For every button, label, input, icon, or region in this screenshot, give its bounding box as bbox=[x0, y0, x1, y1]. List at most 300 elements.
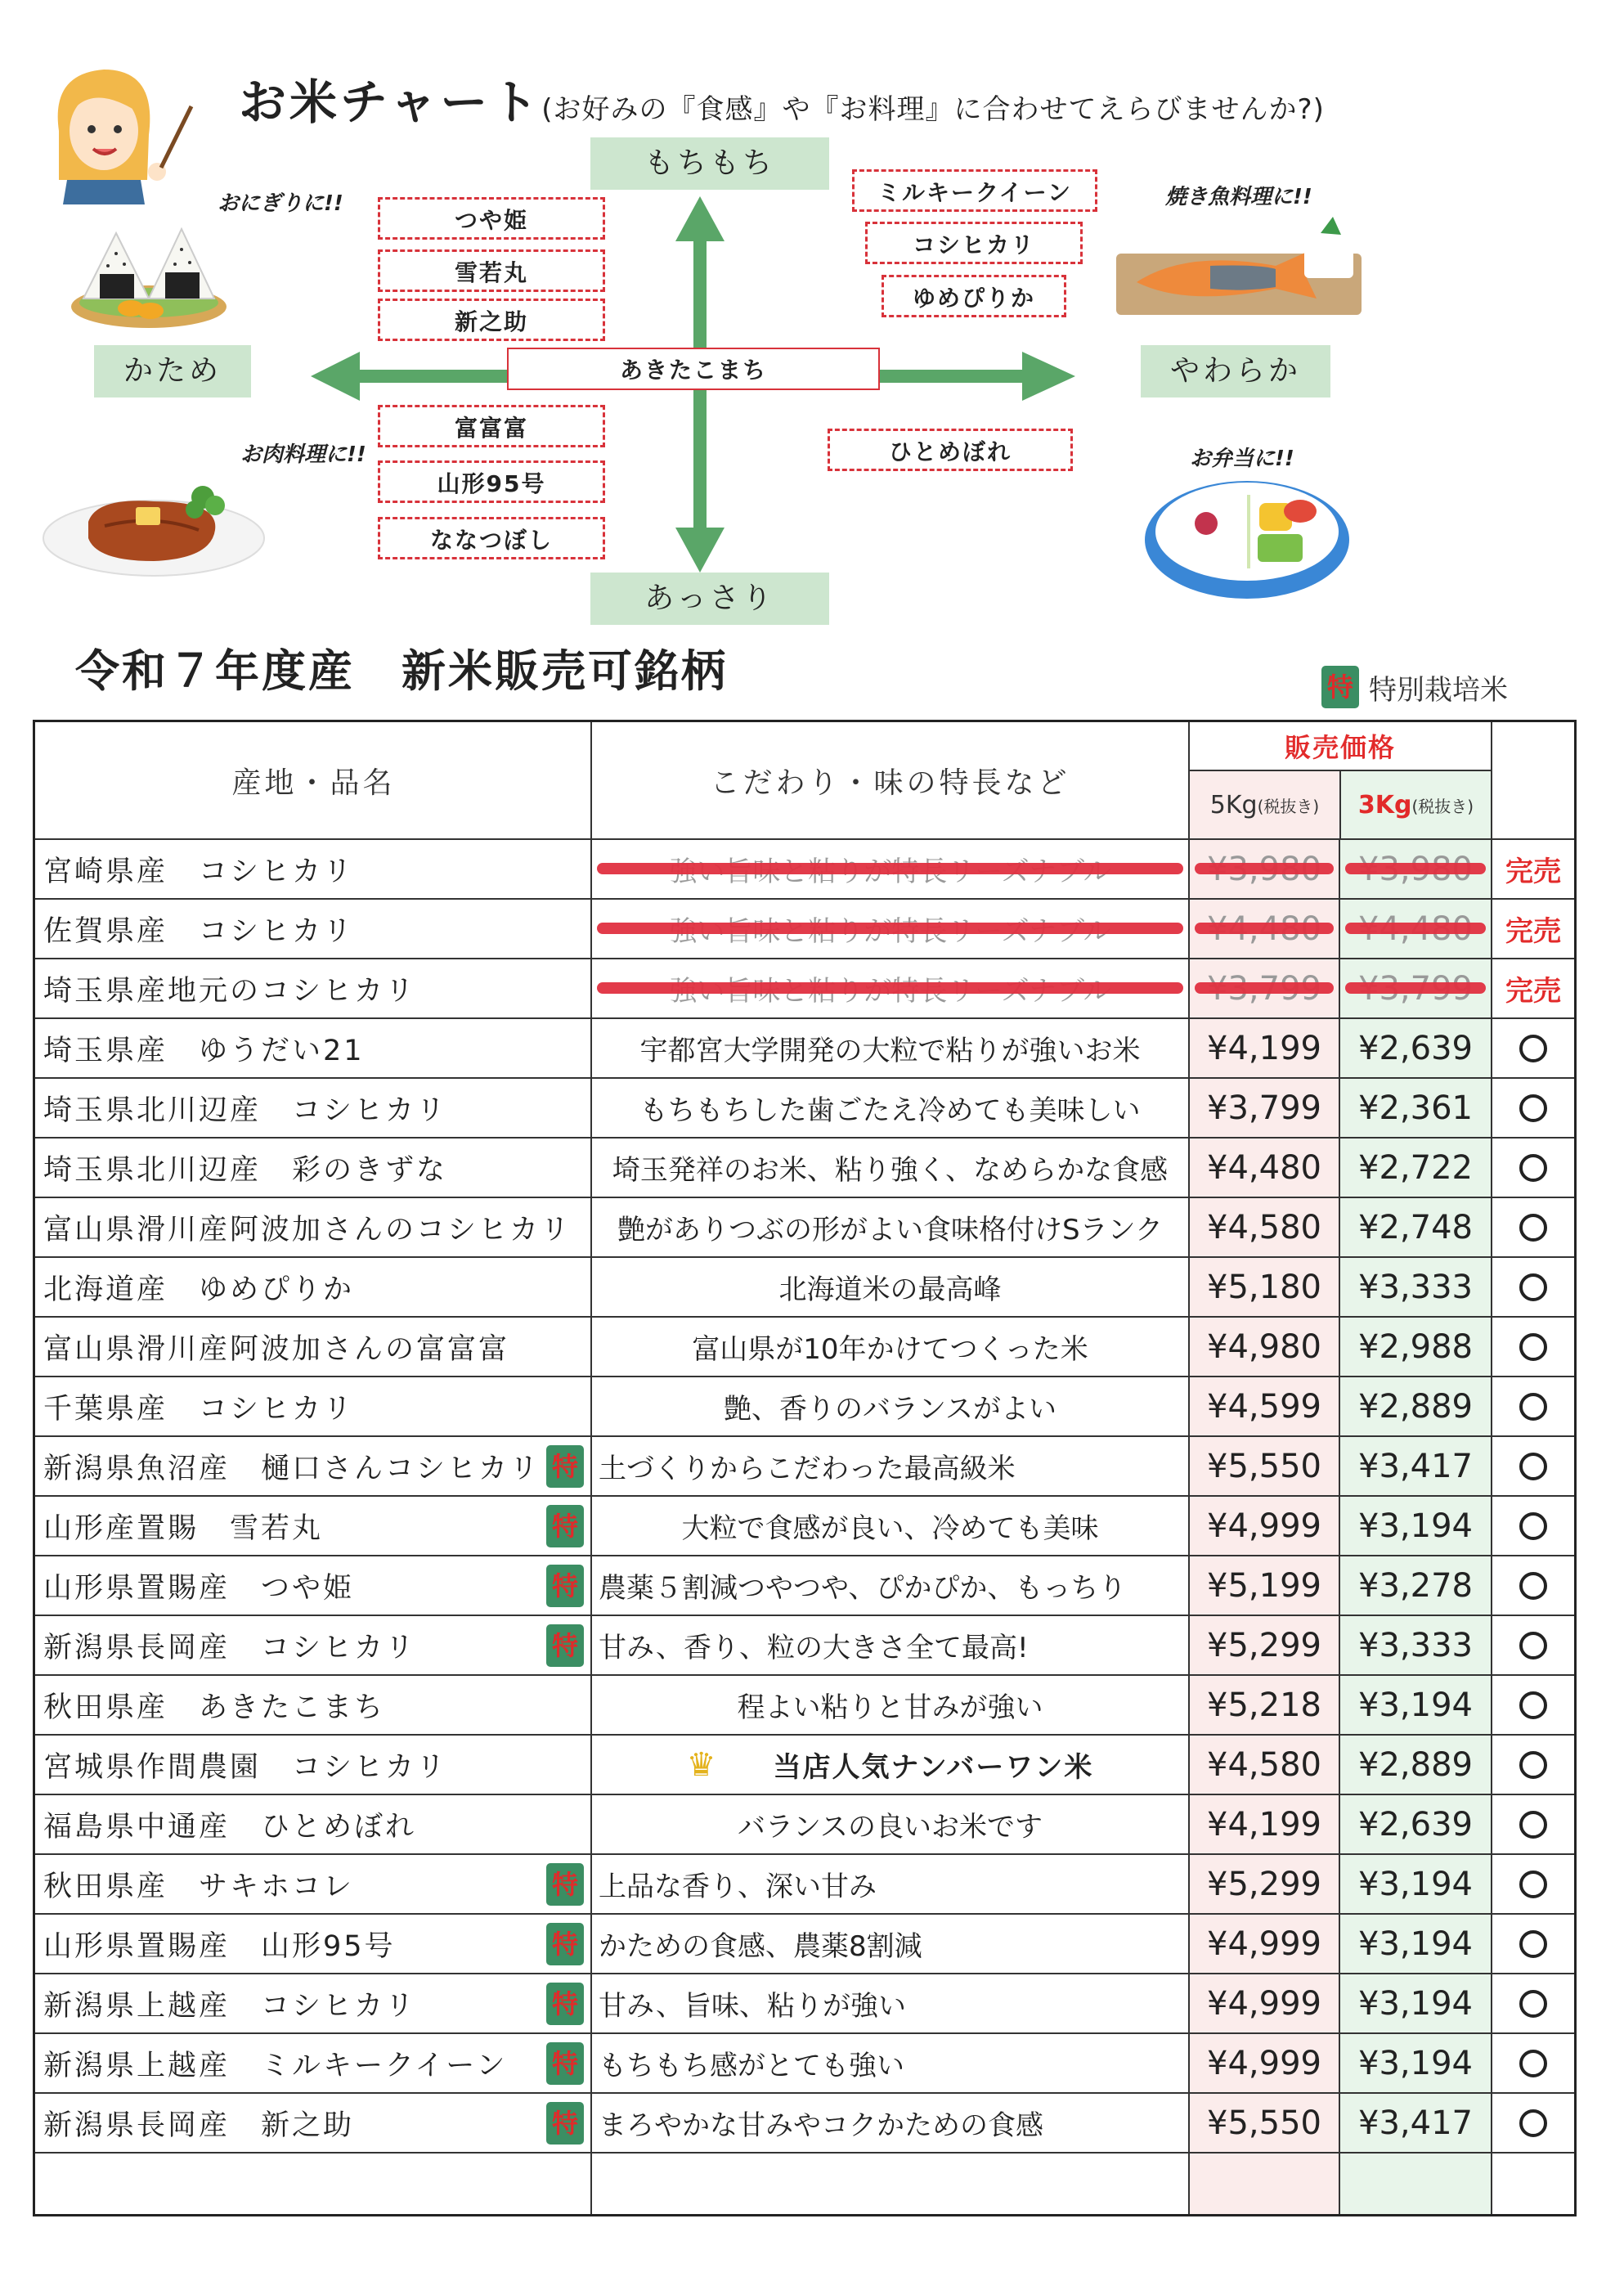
note-fish: 焼き魚料理に!! bbox=[1165, 185, 1312, 209]
available-circle-icon bbox=[1519, 1094, 1547, 1122]
cell-price-3kg bbox=[1339, 1258, 1491, 1316]
cell-feature bbox=[590, 2154, 1188, 2214]
cell-origin bbox=[35, 1736, 590, 1794]
rice-name: 山形産置賜 雪若丸 bbox=[43, 1511, 324, 1545]
rice-name: 千葉県産 コシヒカリ bbox=[43, 1392, 355, 1426]
price-5kg: ¥5,180 bbox=[1207, 1268, 1321, 1306]
special-cultivation-badge: 特 bbox=[546, 1983, 584, 2025]
special-cultivation-badge: 特 bbox=[546, 1565, 584, 1607]
cell-price-3kg bbox=[1339, 840, 1491, 898]
price-3kg: ¥3,194 bbox=[1358, 1686, 1473, 1724]
price-5kg: ¥5,299 bbox=[1207, 1865, 1321, 1903]
cell-feature bbox=[590, 1616, 1188, 1674]
price-5kg: ¥4,580 bbox=[1207, 1208, 1321, 1246]
rice-name: 埼玉県北川辺産 コシヒカリ bbox=[43, 1094, 448, 1127]
strikethrough-mark bbox=[597, 982, 1183, 994]
header-price-label: 販売価格 bbox=[1190, 722, 1491, 771]
feature-text: かための食感、農薬8割減 bbox=[599, 1930, 922, 1963]
rice-name: 北海道産 ゆめぴりか bbox=[43, 1273, 355, 1306]
chart-title-main: お米チャート bbox=[239, 74, 542, 130]
cell-price-3kg bbox=[1339, 900, 1491, 958]
teacher-icon bbox=[43, 57, 198, 204]
special-cultivation-badge: 特 bbox=[1321, 666, 1359, 708]
cell-feature bbox=[590, 1974, 1188, 2032]
feature-text: 埼玉発祥のお米、粘り強く、なめらかな食感 bbox=[612, 1154, 1169, 1187]
cell-price-3kg bbox=[1339, 1198, 1491, 1256]
available-circle-icon bbox=[1519, 1572, 1547, 1600]
cell-price-5kg bbox=[1188, 1497, 1339, 1555]
cell-origin bbox=[35, 1616, 590, 1674]
cell-feature bbox=[590, 1377, 1188, 1435]
cell-feature bbox=[590, 1079, 1188, 1137]
rice-name: 山形県置賜産 つや姫 bbox=[43, 1571, 355, 1605]
variety-top-right-2: コシヒカリ bbox=[865, 222, 1083, 264]
cell-price-5kg bbox=[1188, 1258, 1339, 1316]
rice-name: 埼玉県産地元のコシヒカリ bbox=[43, 974, 417, 1008]
cell-origin bbox=[35, 2094, 590, 2152]
note-onigiri: おにぎりに!! bbox=[218, 191, 343, 216]
variety-bottom-right-1: ひとめぼれ bbox=[828, 429, 1073, 471]
cell-origin bbox=[35, 1198, 590, 1256]
note-meat: お肉料理に!! bbox=[240, 442, 366, 467]
crown-icon: ♛ bbox=[686, 1745, 716, 1784]
price-5kg: ¥4,580 bbox=[1207, 1745, 1321, 1784]
steak-icon bbox=[39, 465, 272, 579]
price-5kg: ¥4,599 bbox=[1207, 1387, 1321, 1426]
table-row bbox=[35, 1316, 1574, 1376]
cell-price-5kg bbox=[1188, 1019, 1339, 1077]
cell-price-5kg bbox=[1188, 2034, 1339, 2092]
cell-origin bbox=[35, 1258, 590, 1316]
cell-origin bbox=[35, 1377, 590, 1435]
cell-price-5kg bbox=[1188, 1198, 1339, 1256]
cell-feature bbox=[590, 1497, 1188, 1555]
rice-name: 佐賀県産 コシヒカリ bbox=[43, 914, 355, 948]
variety-center: あきたこまち bbox=[507, 348, 880, 390]
available-circle-icon bbox=[1519, 1691, 1547, 1719]
cell-price-3kg bbox=[1339, 1616, 1491, 1674]
cell-price-5kg bbox=[1188, 1736, 1339, 1794]
table-row bbox=[35, 1555, 1574, 1615]
rice-name: 新潟県魚沼産 樋口さんコシヒカリ bbox=[43, 1452, 541, 1485]
special-cultivation-badge: 特 bbox=[546, 1505, 584, 1547]
arrow-up bbox=[675, 196, 725, 241]
cell-price-5kg bbox=[1188, 1676, 1339, 1734]
cell-price-5kg bbox=[1188, 959, 1339, 1017]
cell-price-5kg bbox=[1188, 2094, 1339, 2152]
table-row bbox=[35, 1256, 1574, 1316]
special-cultivation-badge: 特 bbox=[546, 1445, 584, 1488]
table-row bbox=[35, 2092, 1574, 2152]
cell-price-3kg bbox=[1339, 959, 1491, 1017]
feature-text: 土づくりからこだわった最高級米 bbox=[599, 1453, 1016, 1485]
soldout-label: 完売 bbox=[1505, 975, 1561, 1008]
cell-price-3kg bbox=[1339, 2034, 1491, 2092]
price-5kg: ¥4,980 bbox=[1207, 1327, 1321, 1366]
feature-text: 大粒で食感が良い、冷めても美味 bbox=[681, 1512, 1099, 1545]
available-circle-icon bbox=[1519, 1632, 1547, 1659]
cell-price-5kg bbox=[1188, 1915, 1339, 1973]
cell-origin bbox=[35, 1915, 590, 1973]
bento-icon bbox=[1137, 462, 1357, 605]
variety-bottom-left-2: 山形95号 bbox=[378, 460, 605, 503]
cell-feature bbox=[590, 1258, 1188, 1316]
feature-text: まろやかな甘みやコクかための食感 bbox=[599, 2109, 1043, 2142]
price-3kg: ¥2,988 bbox=[1358, 1327, 1473, 1366]
cell-price-5kg bbox=[1188, 2154, 1339, 2214]
cell-price-5kg bbox=[1188, 1437, 1339, 1495]
cell-price-5kg bbox=[1188, 1556, 1339, 1615]
table-body bbox=[35, 838, 1574, 2214]
feature-text: 農薬５割減つやつや、ぴかぴか、もっちり bbox=[599, 1572, 1127, 1605]
cell-origin bbox=[35, 2154, 590, 2214]
price-5kg: ¥4,199 bbox=[1207, 1029, 1321, 1067]
cell-price-3kg bbox=[1339, 1437, 1491, 1495]
rice-name: 秋田県産 サキホコレ bbox=[43, 1870, 355, 1903]
soldout-label: 完売 bbox=[1505, 915, 1561, 948]
variety-top-left-1: つや姫 bbox=[378, 197, 605, 240]
table-row bbox=[35, 1674, 1574, 1734]
price-5kg: ¥4,999 bbox=[1207, 2044, 1321, 2082]
cell-feature bbox=[590, 1198, 1188, 1256]
table-row bbox=[35, 2032, 1574, 2092]
arrow-down bbox=[675, 528, 725, 573]
axis-label-top: もちもち bbox=[590, 137, 829, 190]
header-status bbox=[1491, 722, 1574, 838]
cell-origin bbox=[35, 1795, 590, 1853]
available-circle-icon bbox=[1519, 1811, 1547, 1839]
cell-price-5kg bbox=[1188, 1377, 1339, 1435]
available-circle-icon bbox=[1519, 1214, 1547, 1242]
price-3kg: ¥3,194 bbox=[1358, 2044, 1473, 2082]
cell-status bbox=[1491, 1795, 1574, 1853]
cell-feature bbox=[590, 959, 1188, 1017]
cell-status bbox=[1491, 1556, 1574, 1615]
table-row bbox=[35, 1734, 1574, 1794]
cell-status bbox=[1491, 1915, 1574, 1973]
cell-status bbox=[1491, 1437, 1574, 1495]
cell-price-3kg bbox=[1339, 1318, 1491, 1376]
price-3kg: ¥3,194 bbox=[1358, 1984, 1473, 2023]
cell-price-5kg bbox=[1188, 840, 1339, 898]
price-3kg: ¥3,194 bbox=[1358, 1924, 1473, 1963]
table-row bbox=[35, 1794, 1574, 1853]
vertical-axis-line bbox=[693, 229, 707, 556]
note-bento: お弁当に!! bbox=[1190, 447, 1294, 471]
special-cultivation-badge: 特 bbox=[546, 2102, 584, 2145]
cell-status bbox=[1491, 2154, 1574, 2214]
cell-price-3kg bbox=[1339, 2154, 1491, 2214]
feature-text: 程よい粘りと甘みが強い bbox=[737, 1691, 1043, 1724]
price-5kg: ¥4,999 bbox=[1207, 1924, 1321, 1963]
price-3kg: ¥3,333 bbox=[1358, 1626, 1473, 1664]
price-5kg: ¥4,999 bbox=[1207, 1507, 1321, 1545]
feature-text: 当店人気ナンバーワン米 bbox=[773, 1751, 1094, 1784]
cell-status bbox=[1491, 1318, 1574, 1376]
strikethrough-mark bbox=[1195, 863, 1334, 874]
table-row bbox=[35, 1495, 1574, 1555]
cell-feature bbox=[590, 1139, 1188, 1197]
price-3kg: ¥2,722 bbox=[1358, 1148, 1473, 1187]
cell-status bbox=[1491, 900, 1574, 958]
available-circle-icon bbox=[1519, 1930, 1547, 1958]
available-circle-icon bbox=[1519, 1333, 1547, 1361]
cell-origin bbox=[35, 1318, 590, 1376]
chart-title bbox=[239, 64, 1325, 132]
table-row bbox=[35, 1137, 1574, 1197]
price-3kg: ¥2,639 bbox=[1358, 1805, 1473, 1844]
variety-top-left-3: 新之助 bbox=[378, 299, 605, 341]
strikethrough-mark bbox=[1345, 923, 1486, 934]
table-row bbox=[35, 1853, 1574, 1913]
available-circle-icon bbox=[1519, 1035, 1547, 1062]
strikethrough-mark bbox=[597, 863, 1183, 874]
price-5kg: ¥5,199 bbox=[1207, 1566, 1321, 1605]
axis-label-left: かため bbox=[94, 345, 251, 397]
cell-origin bbox=[35, 840, 590, 898]
onigiri-icon bbox=[67, 217, 231, 331]
strikethrough-mark bbox=[1345, 982, 1486, 994]
cell-origin bbox=[35, 959, 590, 1017]
feature-text: 甘み、香り、粒の大きさ全て最高! bbox=[599, 1632, 1029, 1664]
rice-name: 新潟県長岡産 コシヒカリ bbox=[43, 1631, 417, 1664]
available-circle-icon bbox=[1519, 1990, 1547, 2018]
header-origin: 産地・品名 bbox=[231, 766, 396, 800]
variety-top-left-2: 雪若丸 bbox=[378, 249, 605, 292]
cell-status bbox=[1491, 1198, 1574, 1256]
special-cultivation-badge: 特 bbox=[546, 1923, 584, 1965]
variety-top-right-1: ミルキークイーン bbox=[852, 169, 1097, 212]
table-header-row bbox=[35, 722, 1574, 838]
soldout-label: 完売 bbox=[1505, 856, 1561, 888]
cell-status bbox=[1491, 1616, 1574, 1674]
arrow-left bbox=[311, 352, 360, 401]
cell-feature bbox=[590, 900, 1188, 958]
price-3kg: ¥3,194 bbox=[1358, 1865, 1473, 1903]
header-price-5kg bbox=[1190, 771, 1339, 838]
price-5kg: ¥5,218 bbox=[1207, 1686, 1321, 1724]
available-circle-icon bbox=[1519, 1751, 1547, 1779]
cell-status bbox=[1491, 1139, 1574, 1197]
price-table bbox=[33, 720, 1577, 2216]
table-row bbox=[35, 1615, 1574, 1674]
rice-name: 山形県置賜産 山形95号 bbox=[43, 1929, 396, 1963]
cell-price-3kg bbox=[1339, 1974, 1491, 2032]
cell-feature bbox=[590, 1019, 1188, 1077]
cell-origin bbox=[35, 1676, 590, 1734]
feature-text: 北海道米の最高峰 bbox=[778, 1273, 1002, 1306]
rice-name: 埼玉県北川辺産 彩のきずな bbox=[43, 1153, 448, 1187]
section-title: 令和７年度産 新米販売可銘柄 bbox=[75, 645, 728, 697]
header-3kg-tax: (税抜き) bbox=[1411, 796, 1474, 816]
price-5kg: ¥4,999 bbox=[1207, 1984, 1321, 2023]
rice-name: 宮崎県産 コシヒカリ bbox=[43, 855, 355, 888]
cell-feature bbox=[590, 1676, 1188, 1734]
cell-price-3kg bbox=[1339, 1139, 1491, 1197]
cell-price-3kg bbox=[1339, 1377, 1491, 1435]
variety-top-right-3: ゆめぴりか bbox=[882, 275, 1066, 317]
feature-text: 富山県が10年かけてつくった米 bbox=[692, 1333, 1088, 1366]
feature-text: 上品な香り、深い甘み bbox=[599, 1871, 877, 1903]
axis-label-right: やわらか bbox=[1141, 345, 1330, 397]
cell-origin bbox=[35, 1497, 590, 1555]
price-5kg: ¥5,299 bbox=[1207, 1626, 1321, 1664]
cell-status bbox=[1491, 1855, 1574, 1913]
header-5kg-unit: 5Kg bbox=[1209, 790, 1258, 820]
strikethrough-mark bbox=[1345, 863, 1486, 874]
table-row bbox=[35, 1077, 1574, 1137]
cell-status bbox=[1491, 1258, 1574, 1316]
special-cultivation-badge: 特 bbox=[546, 1624, 584, 1667]
available-circle-icon bbox=[1519, 1393, 1547, 1421]
header-5kg-tax: (税抜き) bbox=[1257, 796, 1320, 816]
rice-name: 富山県滑川産阿波加さんの富富富 bbox=[43, 1332, 510, 1366]
cell-feature bbox=[590, 1736, 1188, 1794]
available-circle-icon bbox=[1519, 2109, 1547, 2137]
cell-price-3kg bbox=[1339, 1556, 1491, 1615]
arrow-right bbox=[1022, 352, 1075, 401]
rice-name: 新潟県長岡産 新之助 bbox=[43, 2109, 355, 2142]
cell-feature bbox=[590, 1318, 1188, 1376]
header-feature: こだわり・味の特長など bbox=[590, 722, 1188, 838]
header-price-3kg bbox=[1339, 771, 1491, 838]
available-circle-icon bbox=[1519, 1453, 1547, 1480]
special-cultivation-badge: 特 bbox=[546, 1863, 584, 1906]
cell-price-5kg bbox=[1188, 1974, 1339, 2032]
feature-text: もちもちした歯ごたえ冷めても美味しい bbox=[639, 1094, 1141, 1127]
price-3kg: ¥3,417 bbox=[1358, 2104, 1473, 2142]
cell-origin bbox=[35, 1139, 590, 1197]
rice-name: 福島県中通産 ひとめぼれ bbox=[43, 1810, 417, 1844]
cell-status bbox=[1491, 840, 1574, 898]
price-5kg: ¥4,199 bbox=[1207, 1805, 1321, 1844]
cell-status bbox=[1491, 1019, 1574, 1077]
cell-price-3kg bbox=[1339, 1795, 1491, 1853]
cell-origin bbox=[35, 1556, 590, 1615]
available-circle-icon bbox=[1519, 2050, 1547, 2077]
rice-name: 秋田県産 あきたこまち bbox=[43, 1691, 386, 1724]
table-row bbox=[35, 1913, 1574, 1973]
table-row bbox=[35, 898, 1574, 958]
strikethrough-mark bbox=[1195, 923, 1334, 934]
cell-status bbox=[1491, 1079, 1574, 1137]
rice-name: 富山県滑川産阿波加さんのコシヒカリ bbox=[43, 1213, 572, 1246]
cell-feature bbox=[590, 1795, 1188, 1853]
price-3kg: ¥3,278 bbox=[1358, 1566, 1473, 1605]
price-5kg: ¥5,550 bbox=[1207, 2104, 1321, 2142]
table-row bbox=[35, 1197, 1574, 1256]
cell-origin bbox=[35, 900, 590, 958]
cell-origin bbox=[35, 1079, 590, 1137]
table-row bbox=[35, 1973, 1574, 2032]
cell-price-3kg bbox=[1339, 2094, 1491, 2152]
available-circle-icon bbox=[1519, 1871, 1547, 1898]
feature-text: もちもち感がとても強い bbox=[599, 2050, 904, 2082]
cell-status bbox=[1491, 959, 1574, 1017]
price-5kg: ¥3,799 bbox=[1207, 1089, 1321, 1127]
cell-origin bbox=[35, 1855, 590, 1913]
table-row bbox=[35, 1435, 1574, 1495]
cell-price-3kg bbox=[1339, 1019, 1491, 1077]
cell-price-5kg bbox=[1188, 1855, 1339, 1913]
cell-feature bbox=[590, 1855, 1188, 1913]
rice-name: 新潟県上越産 コシヒカリ bbox=[43, 1989, 417, 2023]
price-5kg: ¥5,550 bbox=[1207, 1447, 1321, 1485]
variety-bottom-left-1: 富富富 bbox=[378, 405, 605, 447]
feature-text: 宇都宮大学開発の大粒で粘りが強いお米 bbox=[639, 1035, 1141, 1067]
price-3kg: ¥3,333 bbox=[1358, 1268, 1473, 1306]
table-row bbox=[35, 1017, 1574, 1077]
cell-feature bbox=[590, 1915, 1188, 1973]
special-cultivation-badge: 特 bbox=[546, 2042, 584, 2085]
strikethrough-mark bbox=[597, 923, 1183, 934]
cell-price-3kg bbox=[1339, 1915, 1491, 1973]
price-5kg: ¥4,480 bbox=[1207, 1148, 1321, 1187]
cell-status bbox=[1491, 1974, 1574, 2032]
price-3kg: ¥3,417 bbox=[1358, 1447, 1473, 1485]
price-3kg: ¥2,748 bbox=[1358, 1208, 1473, 1246]
cell-feature bbox=[590, 840, 1188, 898]
cell-price-5kg bbox=[1188, 1139, 1339, 1197]
variety-bottom-left-3: ななつぼし bbox=[378, 517, 605, 559]
cell-status bbox=[1491, 1377, 1574, 1435]
rice-name: 埼玉県産 ゆうだい21 bbox=[43, 1034, 365, 1067]
feature-text: 甘み、旨味、粘りが強い bbox=[599, 1990, 907, 2023]
table-row bbox=[35, 2152, 1574, 2214]
cell-feature bbox=[590, 2034, 1188, 2092]
available-circle-icon bbox=[1519, 1154, 1547, 1182]
cell-price-5kg bbox=[1188, 1079, 1339, 1137]
cell-origin bbox=[35, 1974, 590, 2032]
cell-price-3kg bbox=[1339, 1497, 1491, 1555]
table-row bbox=[35, 1376, 1574, 1435]
strikethrough-mark bbox=[1195, 982, 1334, 994]
header-price bbox=[1188, 722, 1491, 838]
cell-price-3kg bbox=[1339, 1736, 1491, 1794]
axis-label-bottom: あっさり bbox=[590, 573, 829, 625]
cell-feature bbox=[590, 2094, 1188, 2152]
cell-origin bbox=[35, 2034, 590, 2092]
cell-origin bbox=[35, 1019, 590, 1077]
cell-price-5kg bbox=[1188, 900, 1339, 958]
cell-feature bbox=[590, 1437, 1188, 1495]
cell-origin bbox=[35, 1437, 590, 1495]
rice-name: 宮城県作間農園 コシヒカリ bbox=[43, 1750, 448, 1784]
legend bbox=[1321, 666, 1508, 708]
available-circle-icon bbox=[1519, 1273, 1547, 1301]
rice-name: 新潟県上越産 ミルキークイーン bbox=[43, 2049, 508, 2082]
feature-text: バランスの良いお米です bbox=[738, 1811, 1043, 1844]
price-3kg: ¥2,639 bbox=[1358, 1029, 1473, 1067]
cell-price-5kg bbox=[1188, 1318, 1339, 1376]
cell-status bbox=[1491, 1736, 1574, 1794]
feature-text: 艶がありつぶの形がよい食味格付けSランク bbox=[617, 1214, 1163, 1246]
table-row bbox=[35, 958, 1574, 1017]
cell-status bbox=[1491, 1497, 1574, 1555]
price-3kg: ¥3,194 bbox=[1358, 1507, 1473, 1545]
cell-price-3kg bbox=[1339, 1676, 1491, 1734]
cell-feature bbox=[590, 1556, 1188, 1615]
legend-text: 特別栽培米 bbox=[1369, 673, 1508, 707]
price-3kg: ¥2,889 bbox=[1358, 1745, 1473, 1784]
cell-price-3kg bbox=[1339, 1855, 1491, 1913]
available-circle-icon bbox=[1519, 1512, 1547, 1540]
cell-status bbox=[1491, 1676, 1574, 1734]
cell-price-3kg bbox=[1339, 1079, 1491, 1137]
feature-text: 艶、香りのバランスがよい bbox=[724, 1393, 1056, 1426]
cell-status bbox=[1491, 2034, 1574, 2092]
price-3kg: ¥2,889 bbox=[1358, 1387, 1473, 1426]
